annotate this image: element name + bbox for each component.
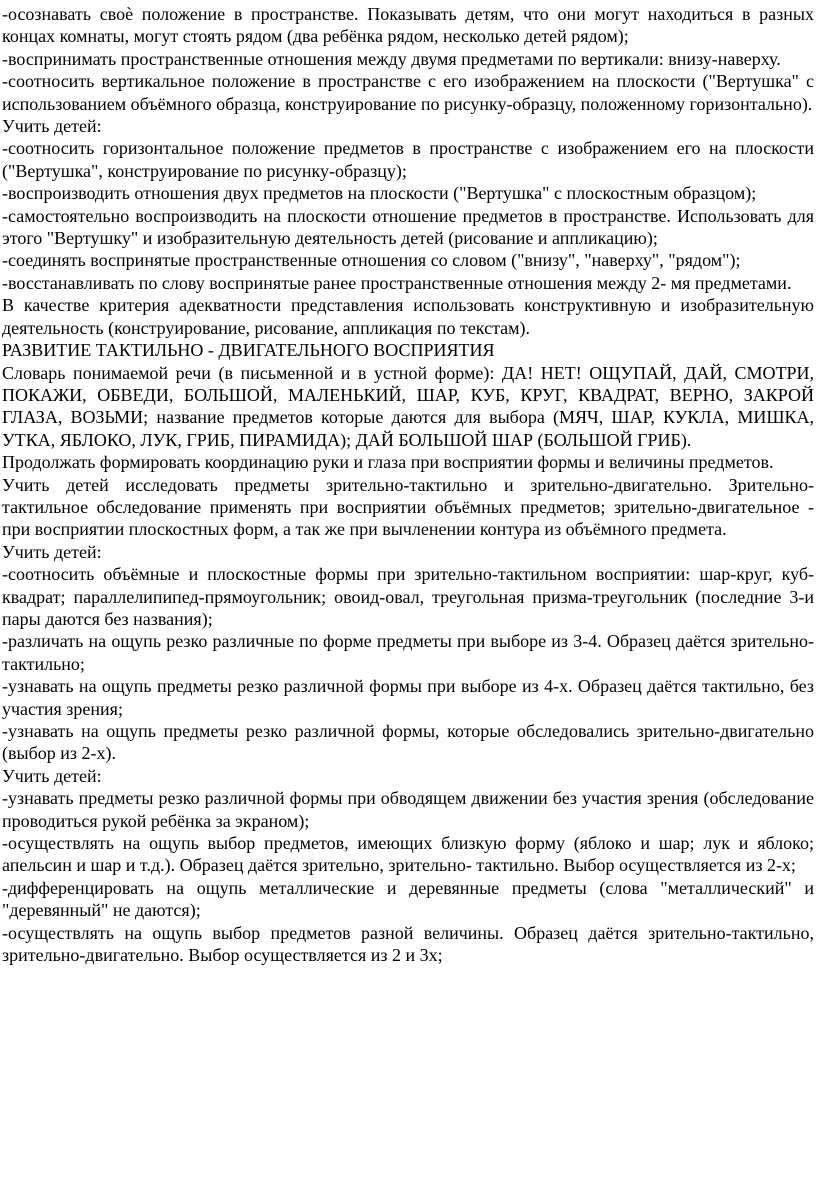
document-page bbox=[2, 3, 814, 966]
paragraph-recognize-touch-2: -узнавать на ощупь предметы резко различной формы, которые обследовались зрительно-двигательно (выбор из 2-х). bbox=[2, 721, 814, 764]
paragraph-vocabulary: Словарь понимаемой речи (в письменной и в устной форме): ДА! НЕТ! ОЩУПАЙ, ДАЙ, СМОТРИ, ПОКАЖИ, ОБВЕДИ, БОЛЬШОЙ, МАЛЕНЬКИЙ, ШАР, КУБ, КРУГ, КВАДРАТ, ВЕРНО, ЗАКРОЙ ГЛАЗА, ВОЗЬМИ; название предметов которые даются для выбора (МЯЧ, ШАР, КУКЛА, МИШКА, УТКА, ЯБЛОКО, ЛУК, ГРИБ, ПИРАМИДА); ДАЙ БОЛЬШОЙ ШАР (БОЛЬШОЙ ГРИБ). bbox=[2, 362, 814, 450]
paragraph-coordination: Продолжать формировать координацию руки и глаза при восприятии формы и величины предметов. bbox=[2, 452, 774, 473]
paragraph-reproduce-relations: -воспроизводить отношения двух предметов на плоскости ("Вертушка" с плоскостным образцом); bbox=[2, 183, 757, 204]
paragraph-metal-wood: -дифференцировать на ощупь металлические и деревянные предметы (слова "металлический" и "деревянный" не даются); bbox=[2, 877, 814, 921]
paragraph-similar-shapes: -осуществлять на ощупь выбор предметов, имеющих близкую форму (яблоко и шар; лук и яблоко; апельсин и шар и т.д.). Образец даётся зрительно, зрительно- тактильно. Выбор осуществляется из 2-х; bbox=[2, 833, 814, 876]
paragraph-vertical-plane: -соотносить вертикальное положение в пространстве с его изображением на плоскости ("Вертушка" с использованием объёмного образца, конструирование по рисунку-образцу, положенному горизонтально). bbox=[2, 71, 814, 114]
paragraph-teach-children-2: Учить детей: bbox=[2, 541, 102, 562]
paragraph-examination: Учить детей исследовать предметы зрительно-тактильно и зрительно-двигательно. Зрительно-тактильное обследование применять при восприятии объёмных предметов; зрительно-двигательное - при восприятии плоскостных форм, а так же при вычленении контура из объёмного предмета. bbox=[2, 474, 814, 540]
paragraph-tracing-movement: -узнавать предметы резко различной формы при обводящем движении без участия зрения (обследование проводиться рукой ребёнка за экраном); bbox=[2, 788, 814, 831]
paragraph-restore-by-word: -восстанавливать по слову воспринятые ранее пространственные отношения между 2- мя предметами. bbox=[2, 272, 792, 293]
paragraph-teach-children-1: Учить детей: bbox=[2, 116, 102, 137]
paragraph-vertical-relations: -воспринимать пространственные отношения между двумя предметами по вертикали: внизу-наверху. bbox=[2, 48, 781, 69]
section-heading: РАЗВИТИЕ ТАКТИЛЬНО - ДВИГАТЕЛЬНОГО ВОСПРИЯТИЯ bbox=[2, 340, 495, 361]
paragraph-horizontal-plane: -соотносить горизонтальное положение предметов в пространстве с изображением его на плоскости ("Вертушка", конструирование по рисунку-образцу); bbox=[2, 138, 814, 181]
paragraph-spatial-awareness: -осознавать своѐ положение в пространстве. Показывать детям, что они могут находиться в разных концах комнаты, могут стоять рядом (два ребёнка рядом, несколько детей рядом); bbox=[2, 4, 814, 47]
paragraph-connect-words: -соединять воспринятые пространственные отношения со словом ("внизу", "наверху", "рядом"); bbox=[2, 250, 741, 271]
paragraph-recognize-touch-4: -узнавать на ощупь предметы резко различной формы при выборе из 4-х. Образец даётся тактильно, без участия зрения; bbox=[2, 676, 814, 719]
paragraph-distinguish-touch: -различать на ощупь резко различные по форме предметы при выборе из 3-4. Образец даётся зрительно-тактильно; bbox=[2, 631, 814, 674]
paragraph-teach-children-3: Учить детей: bbox=[2, 765, 102, 786]
paragraph-independent-reproduction: -самостоятельно воспроизводить на плоскости отношение предметов в пространстве. Использовать для этого "Вертушку" и изобразительную деятельность детей (рисование и аппликацию); bbox=[2, 205, 814, 249]
paragraph-size-selection: -осуществлять на ощупь выбор предметов разной величины. Образец даётся зрительно-тактильно, зрительно-двигательно. Выбор осуществляется из 2 и 3х; bbox=[2, 922, 814, 966]
paragraph-shapes: -соотносить объёмные и плоскостные формы при зрительно-тактильном восприятии: шар-круг, куб-квадрат; параллелипипед-прямоугольник; овоид-овал, треугольная призма-треугольник (последние 3-и пары даются без названия); bbox=[2, 564, 814, 629]
paragraph-criteria: В качестве критерия адекватности представления использовать конструктивную и изобразительную деятельность (конструирование, рисование, аппликация по текстам). bbox=[2, 295, 814, 338]
